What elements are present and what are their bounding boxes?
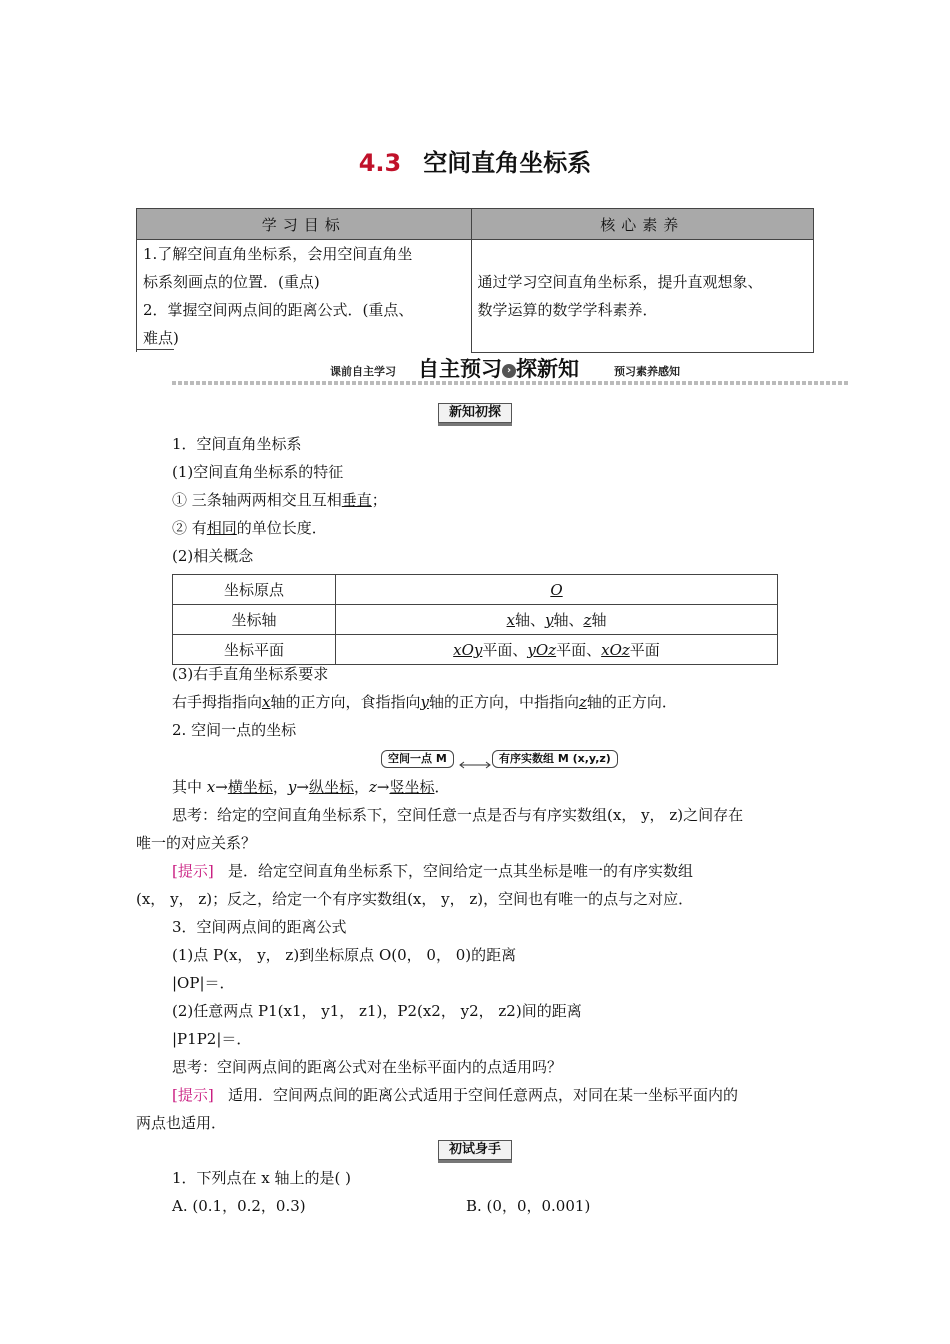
answer-blank: y bbox=[545, 611, 554, 629]
answer-blank: z bbox=[583, 611, 592, 629]
heading-1-2: (2)相关概念 bbox=[172, 547, 254, 565]
heading-2: 2. 空间一点的坐标 bbox=[172, 721, 297, 739]
concept-key: 坐标原点 bbox=[173, 575, 336, 605]
hint-1-line-2: (x， y， z)；反之，给定一个有序实数组(x， y， z)，空间也有唯一的点与之对应． bbox=[136, 890, 694, 908]
banner-right-caption: 预习素养感知 bbox=[614, 365, 680, 378]
hint-1-line-1 bbox=[172, 861, 693, 881]
distance-1-formula: |OP|＝． bbox=[172, 974, 235, 992]
text: ； bbox=[371, 491, 387, 509]
banner-dotted-line bbox=[172, 381, 848, 385]
option-a: A. (0.1，0.2，0.3) bbox=[172, 1197, 306, 1215]
var: x bbox=[206, 778, 216, 796]
goals-right-cell bbox=[471, 240, 814, 353]
think-1-line-2: 唯一的对应关系？ bbox=[136, 834, 257, 852]
goal-line: 2．掌握空间两点间的距离公式．(重点、 bbox=[143, 301, 414, 319]
page-title bbox=[0, 143, 950, 178]
hint-2-line-1 bbox=[172, 1085, 738, 1105]
answer-blank: z bbox=[579, 693, 587, 711]
banner-title bbox=[418, 353, 579, 383]
point-box: 空间一点 M bbox=[381, 750, 454, 768]
answer-blank: xOz bbox=[601, 641, 630, 659]
heading-1-1: (1)空间直角坐标系的特征 bbox=[172, 463, 344, 481]
arrow-right-icon: → bbox=[376, 778, 390, 796]
answer-blank: 垂直 bbox=[341, 491, 372, 509]
text: 右手拇指指向 bbox=[172, 693, 263, 711]
concept-value bbox=[336, 605, 778, 635]
hint-tag: [提示] bbox=[172, 862, 214, 880]
text: 轴、 bbox=[553, 611, 584, 629]
goal-line: 标系刻画点的位置．(重点) bbox=[143, 273, 320, 291]
banner-title-left: 自主预习 bbox=[418, 357, 502, 381]
text: 平面、 bbox=[482, 641, 528, 659]
concept-value bbox=[336, 635, 778, 665]
feature-2 bbox=[172, 518, 327, 538]
section-tag-new-knowledge: 新知初探 bbox=[438, 403, 512, 423]
table-row bbox=[173, 635, 778, 665]
option-b: B. (0，0，0.001) bbox=[466, 1197, 591, 1215]
arrow-right-icon: → bbox=[215, 778, 228, 796]
heading-3: 3．空间两点间的距离公式 bbox=[172, 918, 347, 936]
var: y bbox=[287, 778, 297, 796]
coordinate-names: 其中 x→横坐标，y→纵坐标，z→竖坐标． bbox=[172, 778, 450, 796]
distance-1: (1)点 P(x， y， z)到坐标原点 O(0， 0， 0)的距离 bbox=[172, 946, 517, 964]
think-1-line-1: 思考：给定的空间直角坐标系下，空间任意一点是否与有序实数组(x， y， z)之间存在 bbox=[172, 806, 744, 824]
hint-tag: [提示] bbox=[172, 1086, 214, 1104]
table-row bbox=[173, 605, 778, 635]
section-number: 4.3 bbox=[358, 149, 402, 177]
answer-blank: 横坐标 bbox=[227, 778, 273, 796]
distance-2-formula: |P1P2|＝． bbox=[172, 1030, 252, 1048]
answer-blank: y bbox=[420, 693, 429, 711]
answer-blank: xOy bbox=[453, 641, 483, 659]
text: 轴、 bbox=[515, 611, 546, 629]
text: 适用．空间两点间的距离公式适用于空间任意两点，对同在某一坐标平面内的 bbox=[228, 1086, 739, 1104]
text: 平面、 bbox=[556, 641, 602, 659]
answer-blank: x bbox=[262, 693, 271, 711]
table-row bbox=[173, 575, 778, 605]
text: 平面 bbox=[629, 641, 660, 659]
text: 的单位长度． bbox=[236, 519, 327, 537]
distance-2: (2)任意两点 P1(x1， y1， z1)，P2(x2， y2， z2)间的距离 bbox=[172, 1002, 582, 1020]
var: z bbox=[368, 778, 377, 796]
learning-goals-table bbox=[136, 208, 814, 353]
concept-table bbox=[172, 574, 778, 665]
chevron-right-icon: › bbox=[502, 364, 516, 378]
answer-blank: x bbox=[506, 611, 516, 629]
banner-title-right: 探新知 bbox=[516, 357, 579, 381]
banner-left-caption: 课前自主学习 bbox=[330, 365, 396, 378]
text: 轴的正方向，中指指向 bbox=[428, 693, 579, 711]
goals-header-right: 核心素养 bbox=[471, 209, 814, 240]
text: 其中 bbox=[172, 778, 203, 796]
section-title: 空间直角坐标系 bbox=[423, 149, 592, 177]
concept-key: 坐标平面 bbox=[173, 635, 336, 665]
heading-1: 1．空间直角坐标系 bbox=[172, 435, 302, 453]
goal-line: 难点) bbox=[143, 329, 179, 347]
think-2: 思考：空间两点间的距离公式对在坐标平面内的点适用吗？ bbox=[172, 1058, 563, 1076]
section-tag-first-try: 初试身手 bbox=[438, 1140, 512, 1160]
literacy-line: 数学运算的数学学科素养． bbox=[477, 300, 658, 319]
hint-2-line-2: 两点也适用． bbox=[136, 1114, 227, 1132]
literacy-line: 通过学习空间直角坐标系，提升直观想象、 bbox=[477, 272, 763, 291]
concept-value bbox=[336, 575, 778, 605]
heading-1-3: (3)右手直角坐标系要求 bbox=[172, 665, 329, 683]
question-1-stem: 1．下列点在 x 轴上的是( ) bbox=[172, 1169, 352, 1187]
text: 轴的正方向，食指指向 bbox=[270, 693, 421, 711]
feature-1 bbox=[172, 490, 387, 510]
concept-key: 坐标轴 bbox=[173, 605, 336, 635]
right-hand-rule bbox=[172, 692, 677, 712]
text: ① 三条轴两两相交且互相 bbox=[172, 491, 342, 509]
answer-blank: yOz bbox=[527, 641, 557, 659]
answer-blank: 竖坐标 bbox=[389, 778, 435, 796]
text: ② 有 bbox=[172, 519, 207, 537]
double-arrow-icon bbox=[458, 755, 492, 763]
answer-blank: 相同 bbox=[206, 519, 237, 537]
answer-blank: 纵坐标 bbox=[308, 778, 354, 796]
text: 轴的正方向． bbox=[586, 693, 677, 711]
goals-header-left: 学习目标 bbox=[137, 209, 472, 240]
table-bottom-stub bbox=[136, 349, 174, 350]
arrow-right-icon: → bbox=[296, 778, 309, 796]
ordered-triple-box: 有序实数组 M (x,y,z) bbox=[492, 750, 618, 768]
text: 轴 bbox=[591, 611, 607, 629]
answer-blank: O bbox=[550, 580, 563, 599]
goals-left-cell bbox=[137, 240, 472, 353]
section-banner bbox=[172, 353, 848, 385]
goal-line: 1.了解空间直角坐标系，会用空间直角坐 bbox=[143, 245, 413, 263]
text: 是．给定空间直角坐标系下，空间给定一点其坐标是唯一的有序实数组 bbox=[228, 862, 694, 880]
